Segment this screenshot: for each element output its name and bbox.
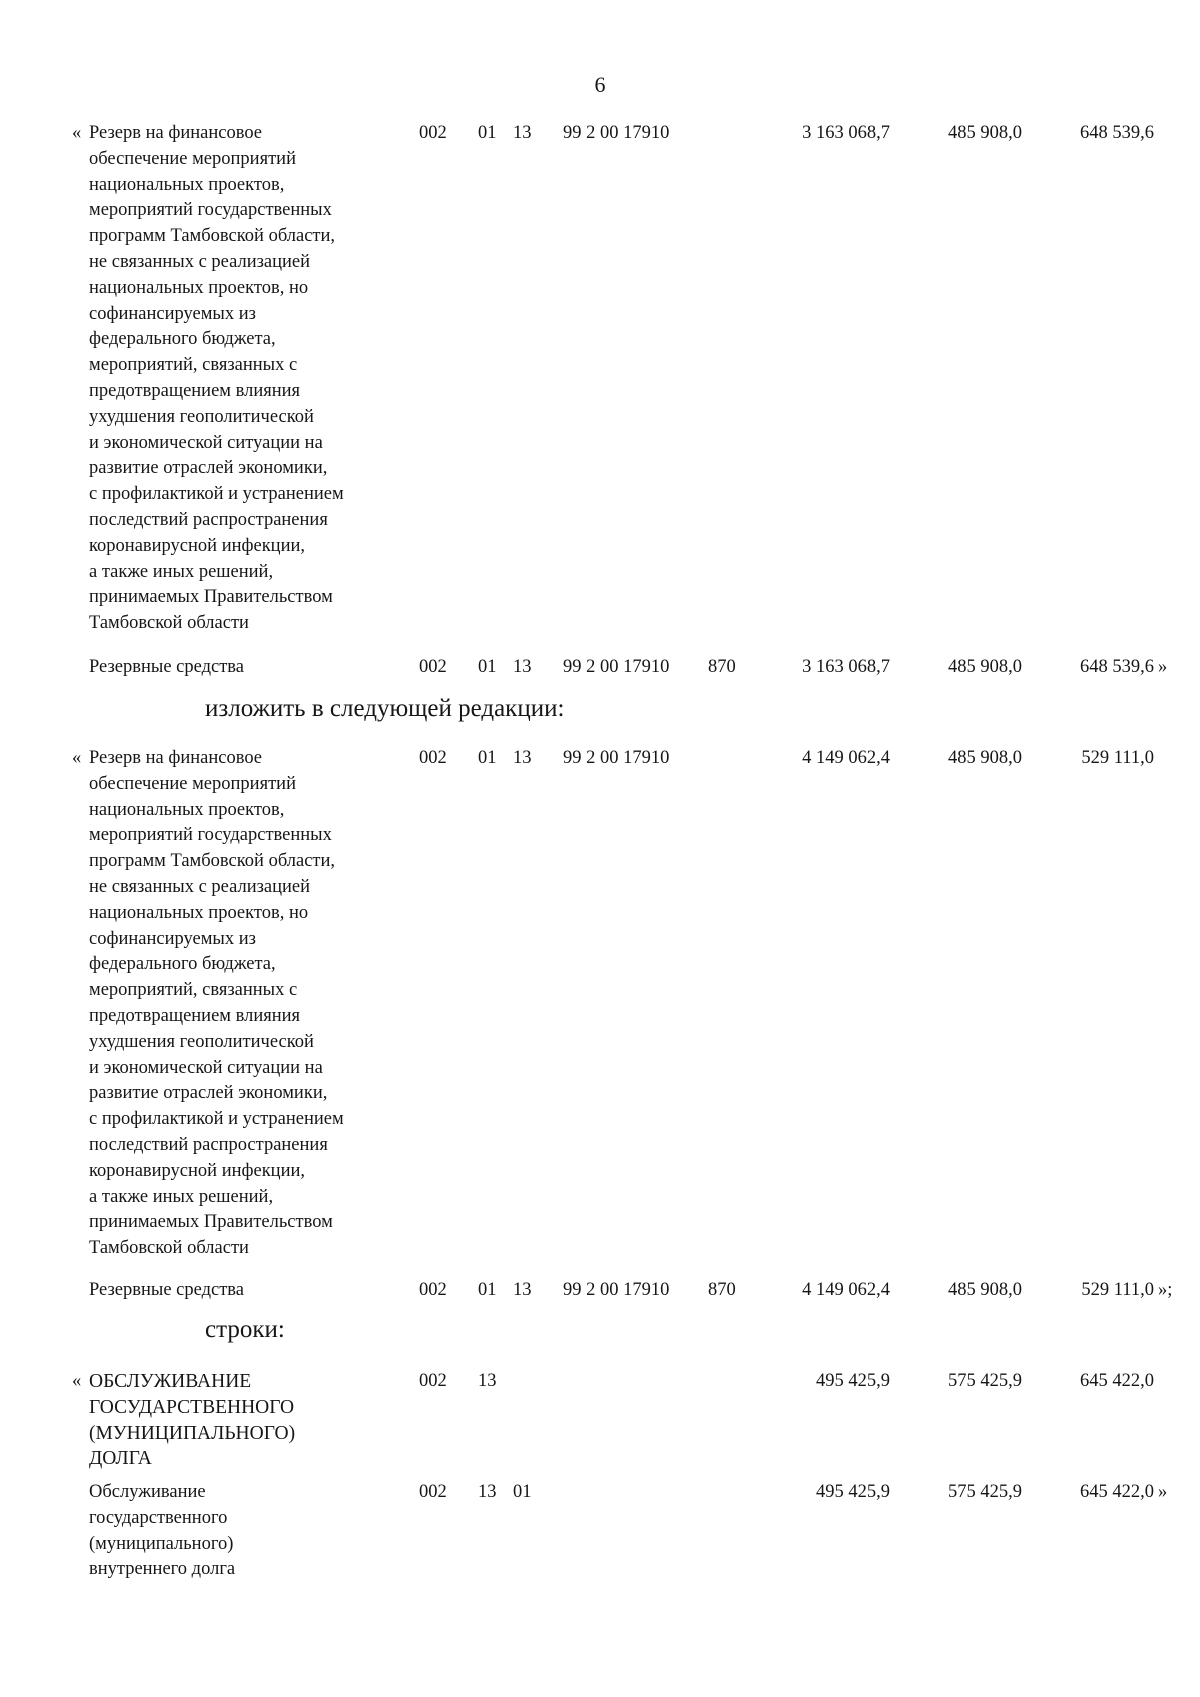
grbs-code: 002	[419, 1371, 447, 1391]
row-name-line: а также иных решений,	[89, 561, 274, 582]
row-name-line: мероприятий государственных	[89, 200, 332, 221]
table-row-debt-service	[0, 1369, 1200, 1479]
row-name-line: ухудшения геополитической	[89, 406, 314, 427]
close-quote: »;	[1158, 1280, 1173, 1300]
row-name-line: последствий распространения	[89, 509, 328, 530]
amount-year-3: 529 111,0	[1081, 1280, 1154, 1300]
section-code: 01	[478, 1280, 497, 1300]
open-quote: «	[72, 748, 82, 768]
table-row-internal-debt-service	[0, 1480, 1200, 1590]
row-name-line: софинансируемых из	[89, 303, 256, 324]
row-name-line: последствий распространения	[89, 1134, 328, 1155]
row-name-line: развитие отраслей экономики,	[89, 458, 328, 479]
amount-year-2: 485 908,0	[948, 1280, 1022, 1300]
row-name-line: предотвращением влияния	[89, 380, 301, 401]
row-name-line: ухудшения геополитической	[89, 1031, 314, 1052]
amount-year-2: 575 425,9	[948, 1371, 1022, 1391]
section-code: 01	[478, 123, 497, 143]
expense-type-code: 870	[708, 657, 736, 677]
row-name-line: с профилактикой и устранением	[89, 484, 344, 505]
target-article-code: 99 2 00 17910	[563, 1280, 670, 1300]
amount-year-3: 648 539,6	[1080, 123, 1154, 143]
row-name-line: мероприятий, связанных с	[89, 980, 298, 1001]
row-name-line: федерального бюджета,	[89, 954, 276, 975]
row-name-line: национальных проектов,	[89, 174, 285, 195]
amount-year-1: 3 163 068,7	[802, 657, 890, 677]
amount-year-1: 4 149 062,4	[802, 748, 890, 768]
row-name	[89, 1369, 419, 1472]
amount-year-3: 648 539,6	[1080, 657, 1154, 677]
row-name-line: программ Тамбовской области,	[89, 226, 336, 247]
close-quote: »	[1158, 657, 1168, 677]
grbs-code: 002	[419, 123, 447, 143]
grbs-code: 002	[419, 748, 447, 768]
row-name	[89, 1480, 419, 1583]
open-quote: «	[72, 123, 82, 143]
row-name-line: с профилактикой и устранением	[89, 1109, 344, 1130]
row-name-line: принимаемых Правительством	[89, 1212, 333, 1233]
row-name-line: Резерв на финансовое	[89, 748, 263, 768]
row-name-line: обеспечение мероприятий	[89, 773, 296, 794]
amount-year-3: 645 422,0	[1080, 1482, 1154, 1502]
row-name-line: обеспечение мероприятий	[89, 148, 296, 169]
amount-year-1: 495 425,9	[816, 1371, 890, 1391]
row-name-line: государственного	[89, 1507, 228, 1528]
row-name-line: и экономической ситуации на	[89, 432, 323, 453]
section-code: 01	[478, 748, 497, 768]
row-name-line: национальных проектов,	[89, 799, 285, 820]
row-name-line: ОБСЛУЖИВАНИЕ	[89, 1371, 252, 1392]
table-row-old-reserve	[0, 121, 1200, 641]
amount-year-1: 495 425,9	[816, 1482, 890, 1502]
section-code: 13	[478, 1371, 497, 1391]
row-name-line: коронавирусной инфекции,	[89, 1160, 306, 1181]
amount-year-2: 575 425,9	[948, 1482, 1022, 1502]
table-row-new-reserve-funds	[0, 1278, 1200, 1304]
row-name-line: ГОСУДАРСТВЕННОГО	[89, 1396, 295, 1418]
row-name-line: Тамбовской области	[89, 1238, 249, 1259]
subsection-code: 01	[513, 1482, 532, 1502]
target-article-code: 99 2 00 17910	[563, 748, 670, 768]
table-row-old-reserve-funds	[0, 655, 1200, 681]
row-name-line: Тамбовской области	[89, 613, 249, 634]
subsection-code: 13	[513, 123, 532, 143]
row-name-line: внутреннего долга	[89, 1559, 236, 1580]
section-code: 13	[478, 1482, 497, 1502]
section-code: 01	[478, 657, 497, 677]
expense-type-code: 870	[708, 1280, 736, 1300]
amount-year-1: 3 163 068,7	[802, 123, 890, 143]
grbs-code: 002	[419, 1280, 447, 1300]
subsection-code: 13	[513, 657, 532, 677]
instruction-new-edition: изложить в следующей редакции:	[205, 695, 565, 722]
row-name-line: не связанных с реализацией	[89, 251, 311, 272]
subsection-code: 13	[513, 1280, 532, 1300]
page-number: 6	[594, 72, 606, 97]
row-name-line: развитие отраслей экономики,	[89, 1083, 328, 1104]
row-name-line: (МУНИЦИПАЛЬНОГО)	[89, 1422, 296, 1444]
amount-year-1: 4 149 062,4	[802, 1280, 890, 1300]
table-row-new-reserve	[0, 746, 1200, 1266]
amount-year-2: 485 908,0	[948, 657, 1022, 677]
row-name-line: мероприятий государственных	[89, 825, 332, 846]
subsection-code: 13	[513, 748, 532, 768]
open-quote: «	[72, 1371, 82, 1391]
grbs-code: 002	[419, 1482, 447, 1502]
row-name-line: ДОЛГА	[89, 1448, 152, 1470]
row-name-line: Резерв на финансовое	[89, 123, 263, 143]
row-name-line: предотвращением влияния	[89, 1005, 301, 1026]
target-article-code: 99 2 00 17910	[563, 657, 670, 677]
row-name-line: а также иных решений,	[89, 1186, 274, 1207]
row-name-line: коронавирусной инфекции,	[89, 535, 306, 556]
row-name-line: принимаемых Правительством	[89, 587, 333, 608]
grbs-code: 002	[419, 657, 447, 677]
row-name: Резервные средства	[89, 657, 244, 677]
row-name	[89, 746, 419, 1262]
row-name-line: программ Тамбовской области,	[89, 851, 336, 872]
amount-year-3: 645 422,0	[1080, 1371, 1154, 1391]
close-quote: »	[1158, 1482, 1168, 1502]
row-name	[89, 121, 419, 637]
row-name-line: (муниципального)	[89, 1533, 234, 1554]
row-name-line: национальных проектов, но	[89, 277, 309, 298]
row-name-line: федерального бюджета,	[89, 329, 276, 350]
row-name: Резервные средства	[89, 1280, 244, 1300]
row-name-line: национальных проектов, но	[89, 902, 309, 923]
instruction-lines: строки:	[205, 1316, 285, 1343]
amount-year-2: 485 908,0	[948, 748, 1022, 768]
amount-year-2: 485 908,0	[948, 123, 1022, 143]
row-name-line: не связанных с реализацией	[89, 876, 311, 897]
row-name-line: и экономической ситуации на	[89, 1057, 323, 1078]
target-article-code: 99 2 00 17910	[563, 123, 670, 143]
row-name-line: софинансируемых из	[89, 928, 256, 949]
row-name-line: Обслуживание	[89, 1482, 206, 1502]
amount-year-3: 529 111,0	[1081, 748, 1154, 768]
row-name-line: мероприятий, связанных с	[89, 355, 298, 376]
